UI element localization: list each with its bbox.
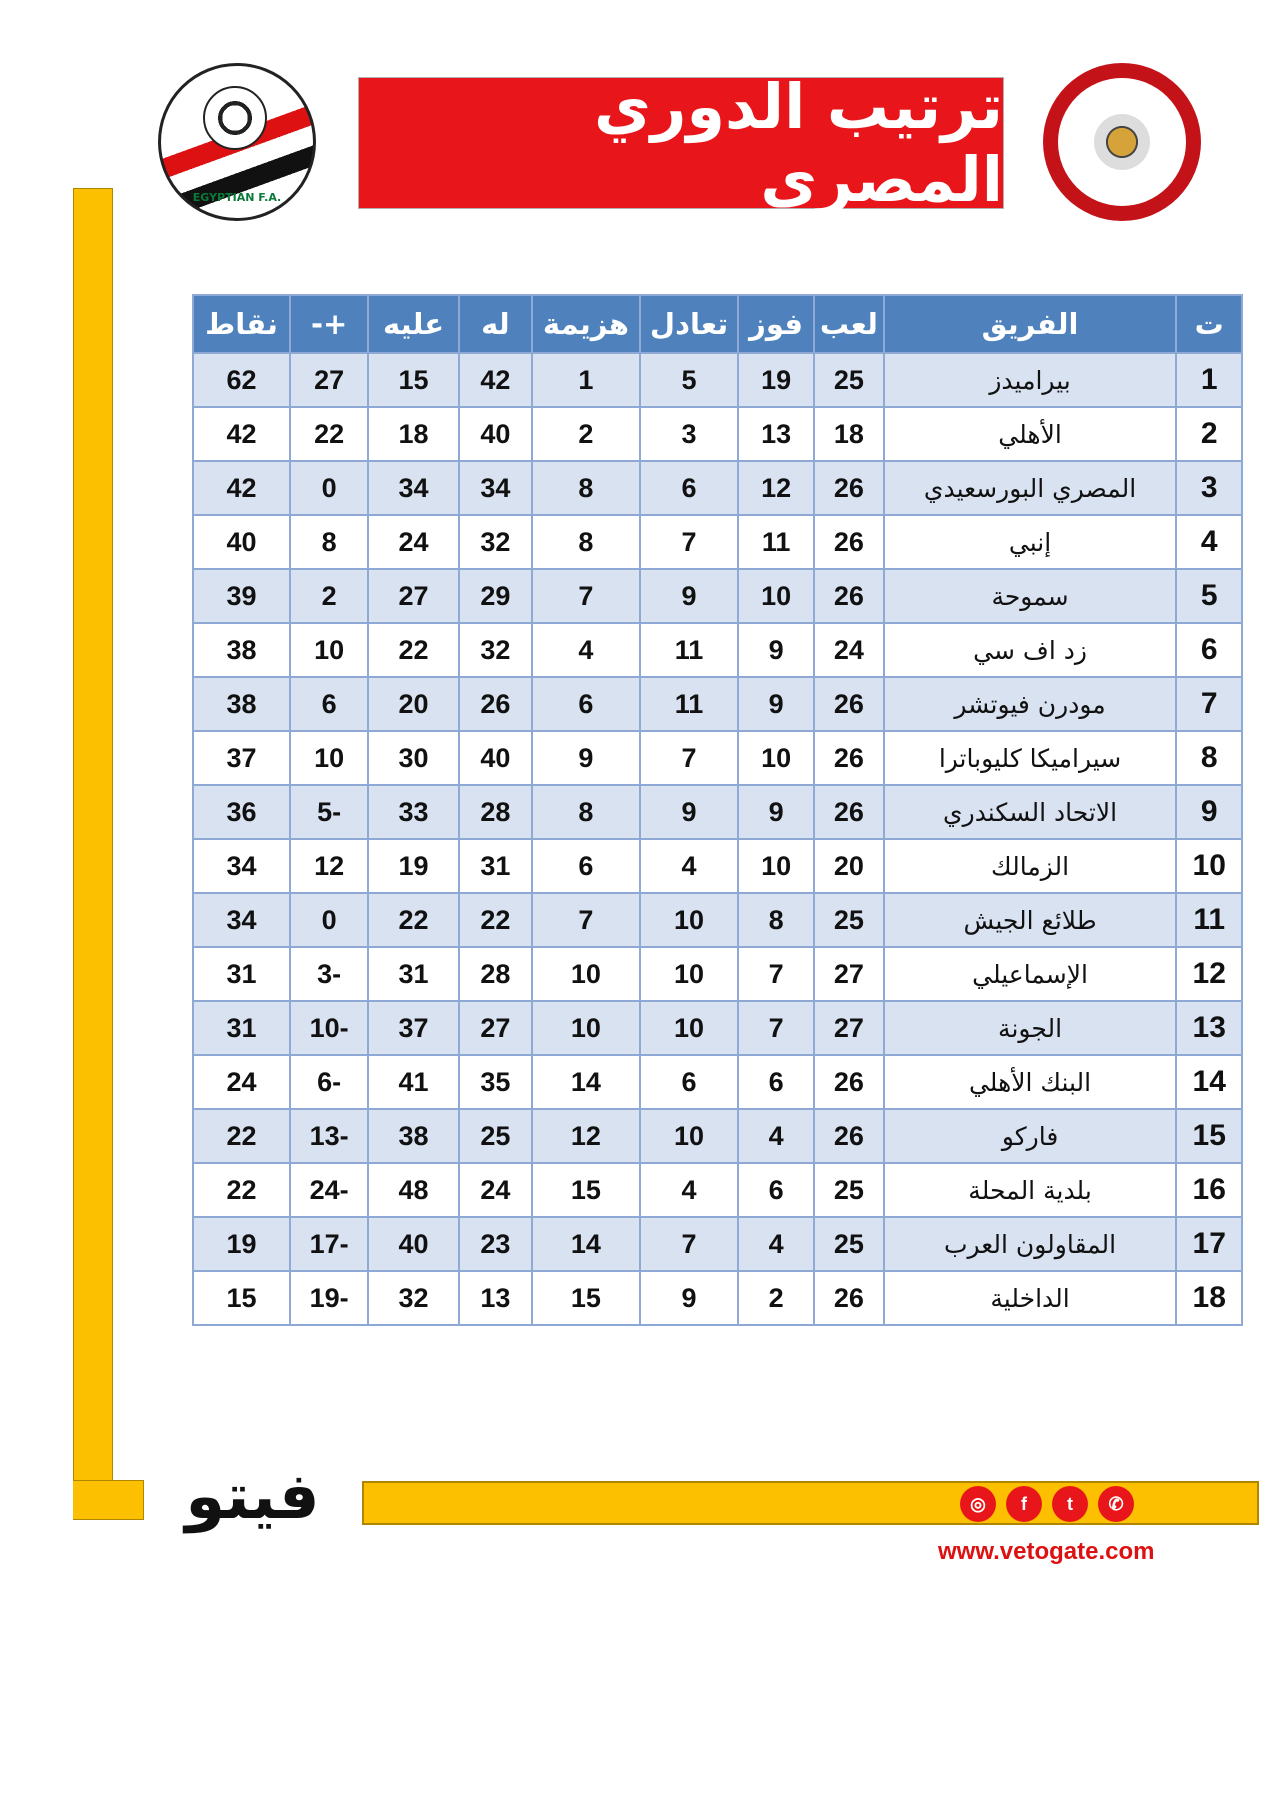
stat-cell: 26 — [814, 731, 884, 785]
stat-cell: 37 — [193, 731, 290, 785]
team-name: زد اف سي — [884, 623, 1177, 677]
rank-cell: 4 — [1176, 515, 1242, 569]
stat-cell: 13 — [459, 1271, 532, 1325]
whatsapp-icon[interactable]: ✆ — [1098, 1486, 1134, 1522]
stat-cell: 15 — [532, 1271, 640, 1325]
stat-cell: 8 — [738, 893, 814, 947]
stat-cell: 6 — [738, 1163, 814, 1217]
instagram-icon[interactable]: ◎ — [960, 1486, 996, 1522]
stat-cell: 41 — [368, 1055, 459, 1109]
stat-cell: 25 — [814, 353, 884, 407]
veto-logo: فيتو — [185, 1460, 320, 1534]
stat-cell: 34 — [193, 893, 290, 947]
stat-cell: 26 — [814, 1109, 884, 1163]
team-name: الجونة — [884, 1001, 1177, 1055]
table-row — [193, 785, 1242, 839]
column-header: +- — [290, 295, 368, 353]
stat-cell: 6 — [290, 677, 368, 731]
stat-cell: 26 — [814, 515, 884, 569]
stat-cell: 27 — [368, 569, 459, 623]
team-name: المصري البورسعيدي — [884, 461, 1177, 515]
team-name: بيراميدز — [884, 353, 1177, 407]
stat-cell: 19 — [193, 1217, 290, 1271]
stat-cell: -13 — [290, 1109, 368, 1163]
stat-cell: 12 — [738, 461, 814, 515]
stat-cell: 9 — [640, 1271, 738, 1325]
stat-cell: 10 — [640, 1109, 738, 1163]
stat-cell: -5 — [290, 785, 368, 839]
stat-cell: 13 — [738, 407, 814, 461]
stat-cell: 12 — [532, 1109, 640, 1163]
table-row — [193, 731, 1242, 785]
decorative-vertical-bar — [73, 188, 113, 1520]
stat-cell: 7 — [532, 893, 640, 947]
stat-cell: 9 — [738, 677, 814, 731]
stat-cell: 10 — [290, 731, 368, 785]
stat-cell: 9 — [738, 785, 814, 839]
stat-cell: 19 — [738, 353, 814, 407]
stat-cell: 8 — [290, 515, 368, 569]
rank-cell: 2 — [1176, 407, 1242, 461]
stat-cell: 26 — [814, 461, 884, 515]
table-row — [193, 893, 1242, 947]
table-row — [193, 1217, 1242, 1271]
stat-cell: 7 — [532, 569, 640, 623]
stat-cell: 40 — [459, 731, 532, 785]
stat-cell: 6 — [532, 839, 640, 893]
stat-cell: 40 — [193, 515, 290, 569]
stat-cell: 22 — [193, 1109, 290, 1163]
stat-cell: 18 — [814, 407, 884, 461]
stat-cell: 9 — [738, 623, 814, 677]
stat-cell: 40 — [368, 1217, 459, 1271]
team-name: الإسماعيلي — [884, 947, 1177, 1001]
rank-cell: 8 — [1176, 731, 1242, 785]
stat-cell: 5 — [640, 353, 738, 407]
stat-cell: 28 — [459, 785, 532, 839]
stat-cell: 25 — [814, 893, 884, 947]
column-header: تعادل — [640, 295, 738, 353]
stat-cell: 26 — [459, 677, 532, 731]
stat-cell: 42 — [193, 407, 290, 461]
column-header: له — [459, 295, 532, 353]
stat-cell: 31 — [193, 947, 290, 1001]
team-name: الزمالك — [884, 839, 1177, 893]
stat-cell: 2 — [290, 569, 368, 623]
stat-cell: 7 — [640, 731, 738, 785]
rank-cell: 3 — [1176, 461, 1242, 515]
stat-cell: 28 — [459, 947, 532, 1001]
decorative-corner-bar — [73, 1480, 144, 1520]
stat-cell: 22 — [290, 407, 368, 461]
stat-cell: 14 — [532, 1217, 640, 1271]
table-row — [193, 569, 1242, 623]
column-header: هزيمة — [532, 295, 640, 353]
rank-cell: 13 — [1176, 1001, 1242, 1055]
stat-cell: 7 — [640, 515, 738, 569]
team-name: البنك الأهلي — [884, 1055, 1177, 1109]
stat-cell: 42 — [193, 461, 290, 515]
stat-cell: -10 — [290, 1001, 368, 1055]
team-name: بلدية المحلة — [884, 1163, 1177, 1217]
stat-cell: 7 — [738, 1001, 814, 1055]
rank-cell: 7 — [1176, 677, 1242, 731]
stat-cell: 11 — [640, 677, 738, 731]
stat-cell: 36 — [193, 785, 290, 839]
stat-cell: 2 — [532, 407, 640, 461]
team-name: سموحة — [884, 569, 1177, 623]
stat-cell: 4 — [738, 1217, 814, 1271]
stat-cell: 34 — [193, 839, 290, 893]
table-row — [193, 1271, 1242, 1325]
stat-cell: 10 — [738, 839, 814, 893]
stat-cell: 26 — [814, 677, 884, 731]
stat-cell: -6 — [290, 1055, 368, 1109]
table-row — [193, 461, 1242, 515]
stat-cell: 26 — [814, 1271, 884, 1325]
stat-cell: 3 — [640, 407, 738, 461]
column-header: نقاط — [193, 295, 290, 353]
stat-cell: 10 — [290, 623, 368, 677]
rank-cell: 17 — [1176, 1217, 1242, 1271]
facebook-icon[interactable]: f — [1006, 1486, 1042, 1522]
stat-cell: 29 — [459, 569, 532, 623]
table-row — [193, 623, 1242, 677]
stat-cell: -24 — [290, 1163, 368, 1217]
stat-cell: 10 — [532, 947, 640, 1001]
stat-cell: 2 — [738, 1271, 814, 1325]
team-name: سيراميكا كليوباترا — [884, 731, 1177, 785]
stat-cell: 48 — [368, 1163, 459, 1217]
stat-cell: 1 — [532, 353, 640, 407]
team-name: الاتحاد السكندري — [884, 785, 1177, 839]
stat-cell: 12 — [290, 839, 368, 893]
table-row — [193, 407, 1242, 461]
stat-cell: 34 — [459, 461, 532, 515]
stat-cell: 8 — [532, 515, 640, 569]
team-name: المقاولون العرب — [884, 1217, 1177, 1271]
stat-cell: 62 — [193, 353, 290, 407]
stat-cell: 38 — [368, 1109, 459, 1163]
stat-cell: 25 — [459, 1109, 532, 1163]
stat-cell: 9 — [640, 785, 738, 839]
stat-cell: 11 — [738, 515, 814, 569]
rank-cell: 18 — [1176, 1271, 1242, 1325]
stat-cell: 7 — [738, 947, 814, 1001]
stat-cell: 35 — [459, 1055, 532, 1109]
stat-cell: 26 — [814, 569, 884, 623]
stat-cell: 10 — [532, 1001, 640, 1055]
website-link[interactable]: www.vetogate.com — [938, 1538, 1155, 1565]
stat-cell: 22 — [368, 893, 459, 947]
column-header: الفريق — [884, 295, 1177, 353]
stat-cell: 31 — [193, 1001, 290, 1055]
egyptian-fa-logo: EGYPTIAN F.A. — [158, 63, 316, 221]
stat-cell: 39 — [193, 569, 290, 623]
stat-cell: 0 — [290, 893, 368, 947]
table-row — [193, 515, 1242, 569]
stat-cell: 34 — [368, 461, 459, 515]
stat-cell: 40 — [459, 407, 532, 461]
stat-cell: 10 — [738, 569, 814, 623]
stat-cell: 22 — [459, 893, 532, 947]
team-name: الأهلي — [884, 407, 1177, 461]
stat-cell: 7 — [640, 1217, 738, 1271]
rank-cell: 1 — [1176, 353, 1242, 407]
stat-cell: 38 — [193, 623, 290, 677]
stat-cell: 24 — [193, 1055, 290, 1109]
egyptian-premier-league-logo — [1043, 63, 1201, 221]
stat-cell: 25 — [814, 1217, 884, 1271]
social-icons — [960, 1486, 1134, 1522]
stat-cell: 10 — [738, 731, 814, 785]
twitter-icon[interactable]: t — [1052, 1486, 1088, 1522]
stat-cell: 38 — [193, 677, 290, 731]
column-header: ت — [1176, 295, 1242, 353]
table-row — [193, 1109, 1242, 1163]
stat-cell: 27 — [814, 1001, 884, 1055]
table-row — [193, 353, 1242, 407]
stat-cell: 24 — [814, 623, 884, 677]
stat-cell: 6 — [640, 461, 738, 515]
stat-cell: 24 — [459, 1163, 532, 1217]
stat-cell: 26 — [814, 785, 884, 839]
stat-cell: 4 — [738, 1109, 814, 1163]
rank-cell: 5 — [1176, 569, 1242, 623]
stat-cell: 10 — [640, 1001, 738, 1055]
team-name: طلائع الجيش — [884, 893, 1177, 947]
stat-cell: 14 — [532, 1055, 640, 1109]
stat-cell: 6 — [738, 1055, 814, 1109]
standings-table — [192, 294, 1243, 1326]
stat-cell: 25 — [814, 1163, 884, 1217]
stat-cell: 8 — [532, 461, 640, 515]
stat-cell: 20 — [814, 839, 884, 893]
stat-cell: 20 — [368, 677, 459, 731]
stat-cell: 10 — [640, 947, 738, 1001]
stat-cell: 18 — [368, 407, 459, 461]
team-name: إنبي — [884, 515, 1177, 569]
stat-cell: 33 — [368, 785, 459, 839]
team-name: الداخلية — [884, 1271, 1177, 1325]
stat-cell: 4 — [640, 839, 738, 893]
rank-cell: 11 — [1176, 893, 1242, 947]
stat-cell: 11 — [640, 623, 738, 677]
stat-cell: 31 — [459, 839, 532, 893]
rank-cell: 9 — [1176, 785, 1242, 839]
stat-cell: 6 — [532, 677, 640, 731]
stat-cell: 24 — [368, 515, 459, 569]
stat-cell: 15 — [193, 1271, 290, 1325]
table-row — [193, 947, 1242, 1001]
stat-cell: 6 — [640, 1055, 738, 1109]
table-row — [193, 1001, 1242, 1055]
stat-cell: 0 — [290, 461, 368, 515]
column-header: فوز — [738, 295, 814, 353]
football-icon — [203, 86, 267, 150]
table-header-row — [193, 295, 1242, 353]
stat-cell: 15 — [532, 1163, 640, 1217]
stat-cell: 32 — [459, 623, 532, 677]
column-header: عليه — [368, 295, 459, 353]
stat-cell: 22 — [368, 623, 459, 677]
stat-cell: -19 — [290, 1271, 368, 1325]
stat-cell: 30 — [368, 731, 459, 785]
stat-cell: -3 — [290, 947, 368, 1001]
rank-cell: 15 — [1176, 1109, 1242, 1163]
table-row — [193, 1163, 1242, 1217]
stat-cell: 4 — [640, 1163, 738, 1217]
table-row — [193, 677, 1242, 731]
stat-cell: 9 — [532, 731, 640, 785]
stat-cell: 27 — [290, 353, 368, 407]
rank-cell: 6 — [1176, 623, 1242, 677]
rank-cell: 10 — [1176, 839, 1242, 893]
stat-cell: 10 — [640, 893, 738, 947]
stat-cell: 42 — [459, 353, 532, 407]
stat-cell: 23 — [459, 1217, 532, 1271]
stat-cell: 9 — [640, 569, 738, 623]
stat-cell: 32 — [368, 1271, 459, 1325]
stat-cell: 31 — [368, 947, 459, 1001]
stat-cell: 4 — [532, 623, 640, 677]
stat-cell: 8 — [532, 785, 640, 839]
stat-cell: 22 — [193, 1163, 290, 1217]
team-name: فاركو — [884, 1109, 1177, 1163]
page-title: ترتيب الدوري المصري — [358, 77, 1004, 209]
table-row — [193, 839, 1242, 893]
stat-cell: 19 — [368, 839, 459, 893]
column-header: لعب — [814, 295, 884, 353]
stat-cell: 15 — [368, 353, 459, 407]
stat-cell: 27 — [814, 947, 884, 1001]
team-name: مودرن فيوتشر — [884, 677, 1177, 731]
stat-cell: -17 — [290, 1217, 368, 1271]
rank-cell: 14 — [1176, 1055, 1242, 1109]
stat-cell: 32 — [459, 515, 532, 569]
stat-cell: 27 — [459, 1001, 532, 1055]
rank-cell: 16 — [1176, 1163, 1242, 1217]
table-row — [193, 1055, 1242, 1109]
stat-cell: 37 — [368, 1001, 459, 1055]
stat-cell: 26 — [814, 1055, 884, 1109]
rank-cell: 12 — [1176, 947, 1242, 1001]
